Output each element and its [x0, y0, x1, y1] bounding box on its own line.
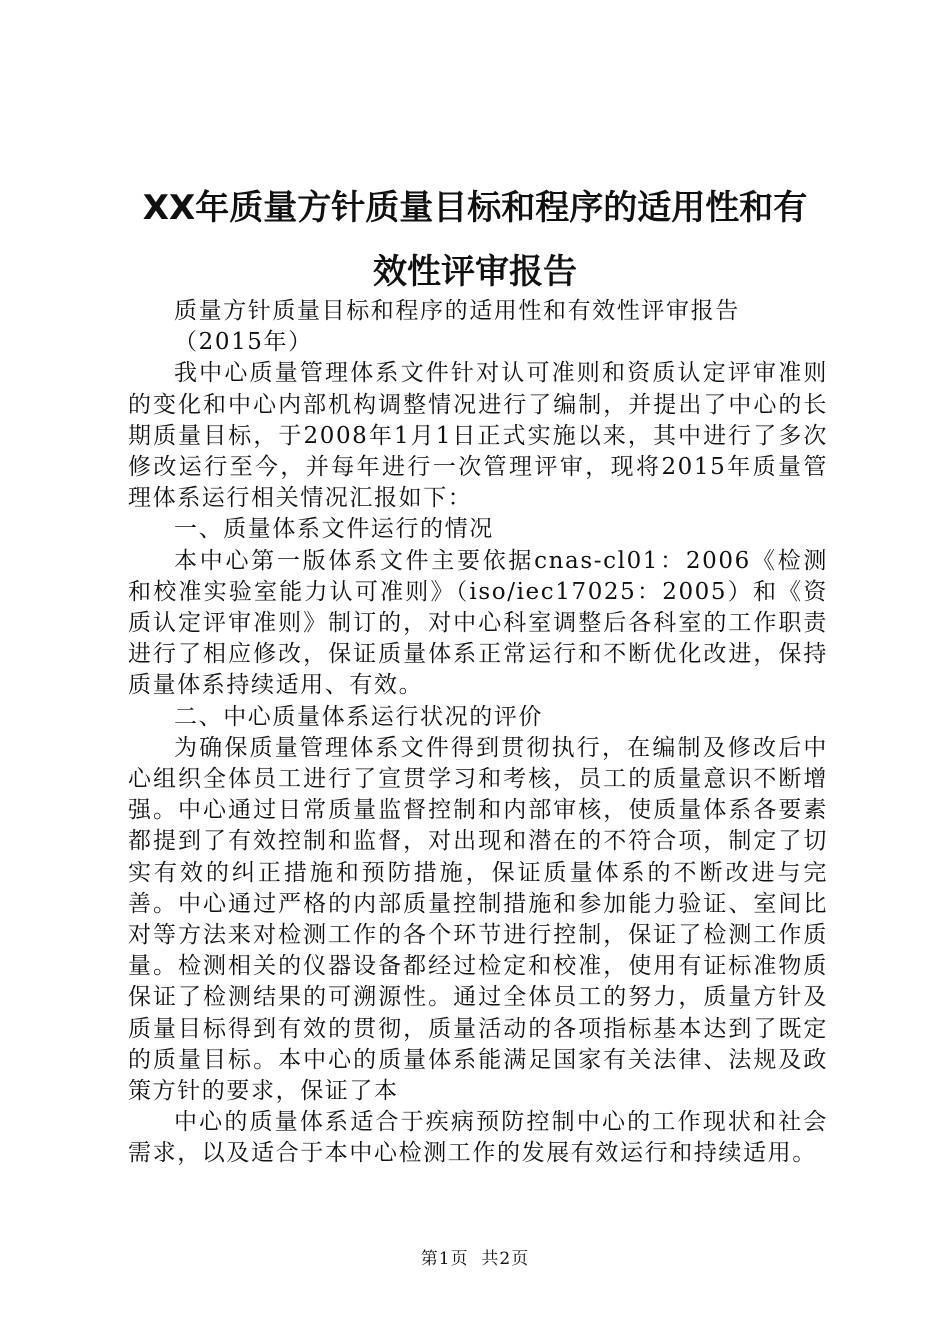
section-heading-2: 二、中心质量体系运行状况的评价	[174, 703, 543, 730]
page-number: 第1页 共2页	[420, 1249, 530, 1269]
title-line-1: XX年质量方针质量目标和程序的适用性和有	[142, 188, 808, 228]
intro-paragraph: 我中心质量管理体系文件针对认可准则和资质认定评审准则的变化和中心内部机构调整情况进行了编制，并提出了中心的长期质量目标，于2008年1月1日正式实施以来，其中进行了多次修改运行至今，并每年进行一次管理评审，现将2015年质量管理体系运行相关情况汇报如下：	[128, 360, 828, 512]
document-title	[120, 176, 830, 304]
closing-paragraph: 中心的质量体系适合于疾病预防控制中心的工作现状和社会需求，以及适合于本中心检测工作的发展有效运行和持续适用。	[128, 1109, 828, 1167]
section-1-paragraph: 本中心第一版体系文件主要依据cnas-cl01：2006《检测和校准实验室能力认可准则》（iso/iec17025：2005）和《资质认定评审准则》制订的，对中心科室调整后各科室的工作职责进行了相应修改，保证质量体系正常运行和不断优化改进，保持质量体系持续适用、有效。	[128, 547, 828, 699]
section-heading-1: 一、质量体系文件运行的情况	[174, 516, 494, 543]
page-footer	[0, 1244, 950, 1269]
year-paragraph: （2015年）	[174, 329, 313, 356]
subtitle-paragraph: 质量方针质量目标和程序的适用性和有效性评审报告	[174, 298, 740, 324]
title-line-2: 效性评审报告	[373, 252, 577, 292]
section-2-paragraph: 为确保质量管理体系文件得到贯彻执行，在编制及修改后中心组织全体员工进行了宣贯学习和考核，员工的质量意识不断增强。中心通过日常质量监督控制和内部审核，使质量体系各要素都提到了有效控制和监督，对出现和潜在的不符合项，制定了切实有效的纠正措施和预防措施，保证质量体系的不断改进与完善。中心通过严格的内部质量控制措施和参加能力验证、室间比对等方法来对检测工作的各个环节进行控制，保证了检测工作质量。检测相关的仪器设备都经过检定和校准，使用有证标准物质保证了检测结果的可溯源性。通过全体员工的努力，质量方针及质量目标得到有效的贯彻，质量活动的各项指标基本达到了既定的质量目标。本中心的质量体系能满足国家有关法律、法规及政策方针的要求，保证了本	[128, 734, 828, 1105]
document-body	[128, 296, 828, 1170]
